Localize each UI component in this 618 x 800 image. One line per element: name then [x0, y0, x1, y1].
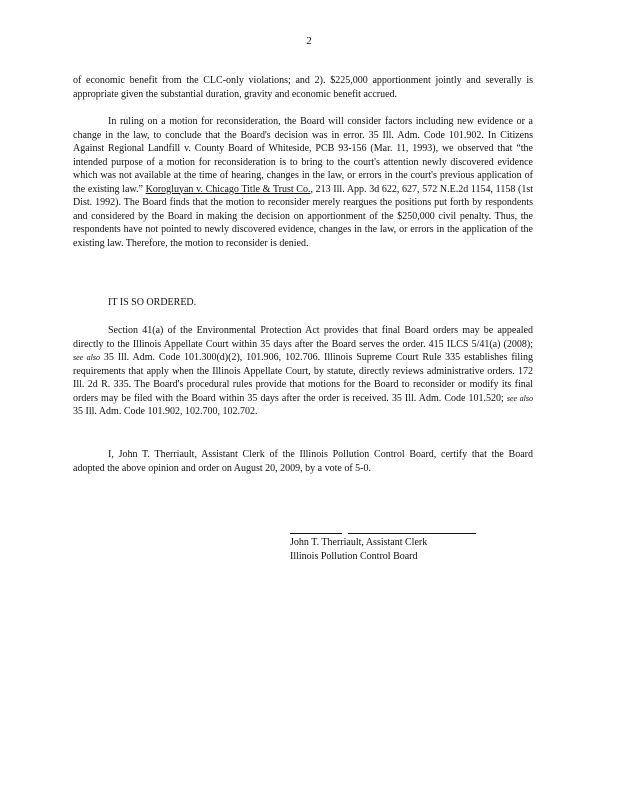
- signature-line-segment-1: [290, 533, 342, 534]
- signature-name: John T. Therriault, Assistant Clerk: [290, 537, 428, 548]
- page-number: 2: [306, 35, 312, 47]
- paragraph-certification: I, John T. Therriault, Assistant Clerk of the Illinois Pollution Control Board, certify that the Board adopted the above opinion and order on August 20, 2009, by a vote of 5-0.: [73, 449, 533, 474]
- paragraph-continuation: of economic benefit from the CLC-only violations; and 2). $225,000 apportionment jointly and severally is appropriate given the substantial duration, gravity and economic benefit accrued.: [73, 75, 533, 100]
- signature-organization: Illinois Pollution Control Board: [290, 551, 418, 562]
- see-also-signal-1: see also: [73, 353, 100, 362]
- ordered-statement: IT IS SO ORDERED.: [108, 297, 197, 308]
- paragraph-appeal-text-1: Section 41(a) of the Environmental Protection Act provides that final Board orders may be appealed directly to the Illinois Appellate Court within 35 days after the Board serves the order. 415 ILCS 5/41(a) (2008);: [73, 325, 533, 350]
- paragraph-appeal-text-2: 35 Ill. Adm. Code 101.300(d)(2), 101.906, 102.706. Illinois Supreme Court Rule 335 establishes filing requirements that apply when the Illinois Appellate Court, by statute, directly reviews administrative orders. 172 Ill. 2d R. 335. The Board's procedural rules provide that motions for the Board to reconsider or modify its final orders may be filed with the Board within 35 days after the order is received. 35 Ill. Adm. Code 101.520;: [73, 352, 533, 404]
- paragraph-reconsideration-text-2: , 213 Ill. App. 3d 622, 627, 572 N.E.2d 1154, 1158 (1st Dist. 1992). The Board finds that the motion to reconsider merely reargues the positions put forth by respondents and considered by the Board in making the decision on apportionment of the $250,000 civil penalty. Thus, the respondents have not pointed to newly discovered evidence, changes in the law, or errors in the application of the existing law. Therefore, the motion to reconsider is denied.: [73, 183, 533, 249]
- case-citation-link: Korogluyan v. Chicago Title & Trust Co.: [145, 183, 311, 195]
- paragraph-appeal-rights: [73, 324, 533, 419]
- signature-line-segment-2: [348, 533, 476, 534]
- signature-line: [290, 533, 476, 534]
- see-also-signal-2: see also: [506, 393, 533, 403]
- paragraph-reconsideration-text-1: In ruling on a motion for reconsideration, the Board will consider factors including new evidence or a change in the law, to conclude that the Board's decision was in error. 35 Ill. Adm. Code 101.902. In Citizens Against Regional Landfill v. County Board of Whiteside, PCB 93-156 (Mar. 11, 1993), we observed that “the intended purpose of a motion for reconsideration is to bring to the court's attention newly discovered evidence which was not available at the time of hearing, changes in the law, or errors in the court's previous application of the existing law.”: [73, 116, 533, 195]
- paragraph-appeal-text-3: 35 Ill. Adm. Code 101.902, 102.700, 102.702.: [73, 406, 258, 417]
- paragraph-reconsideration: [73, 115, 533, 250]
